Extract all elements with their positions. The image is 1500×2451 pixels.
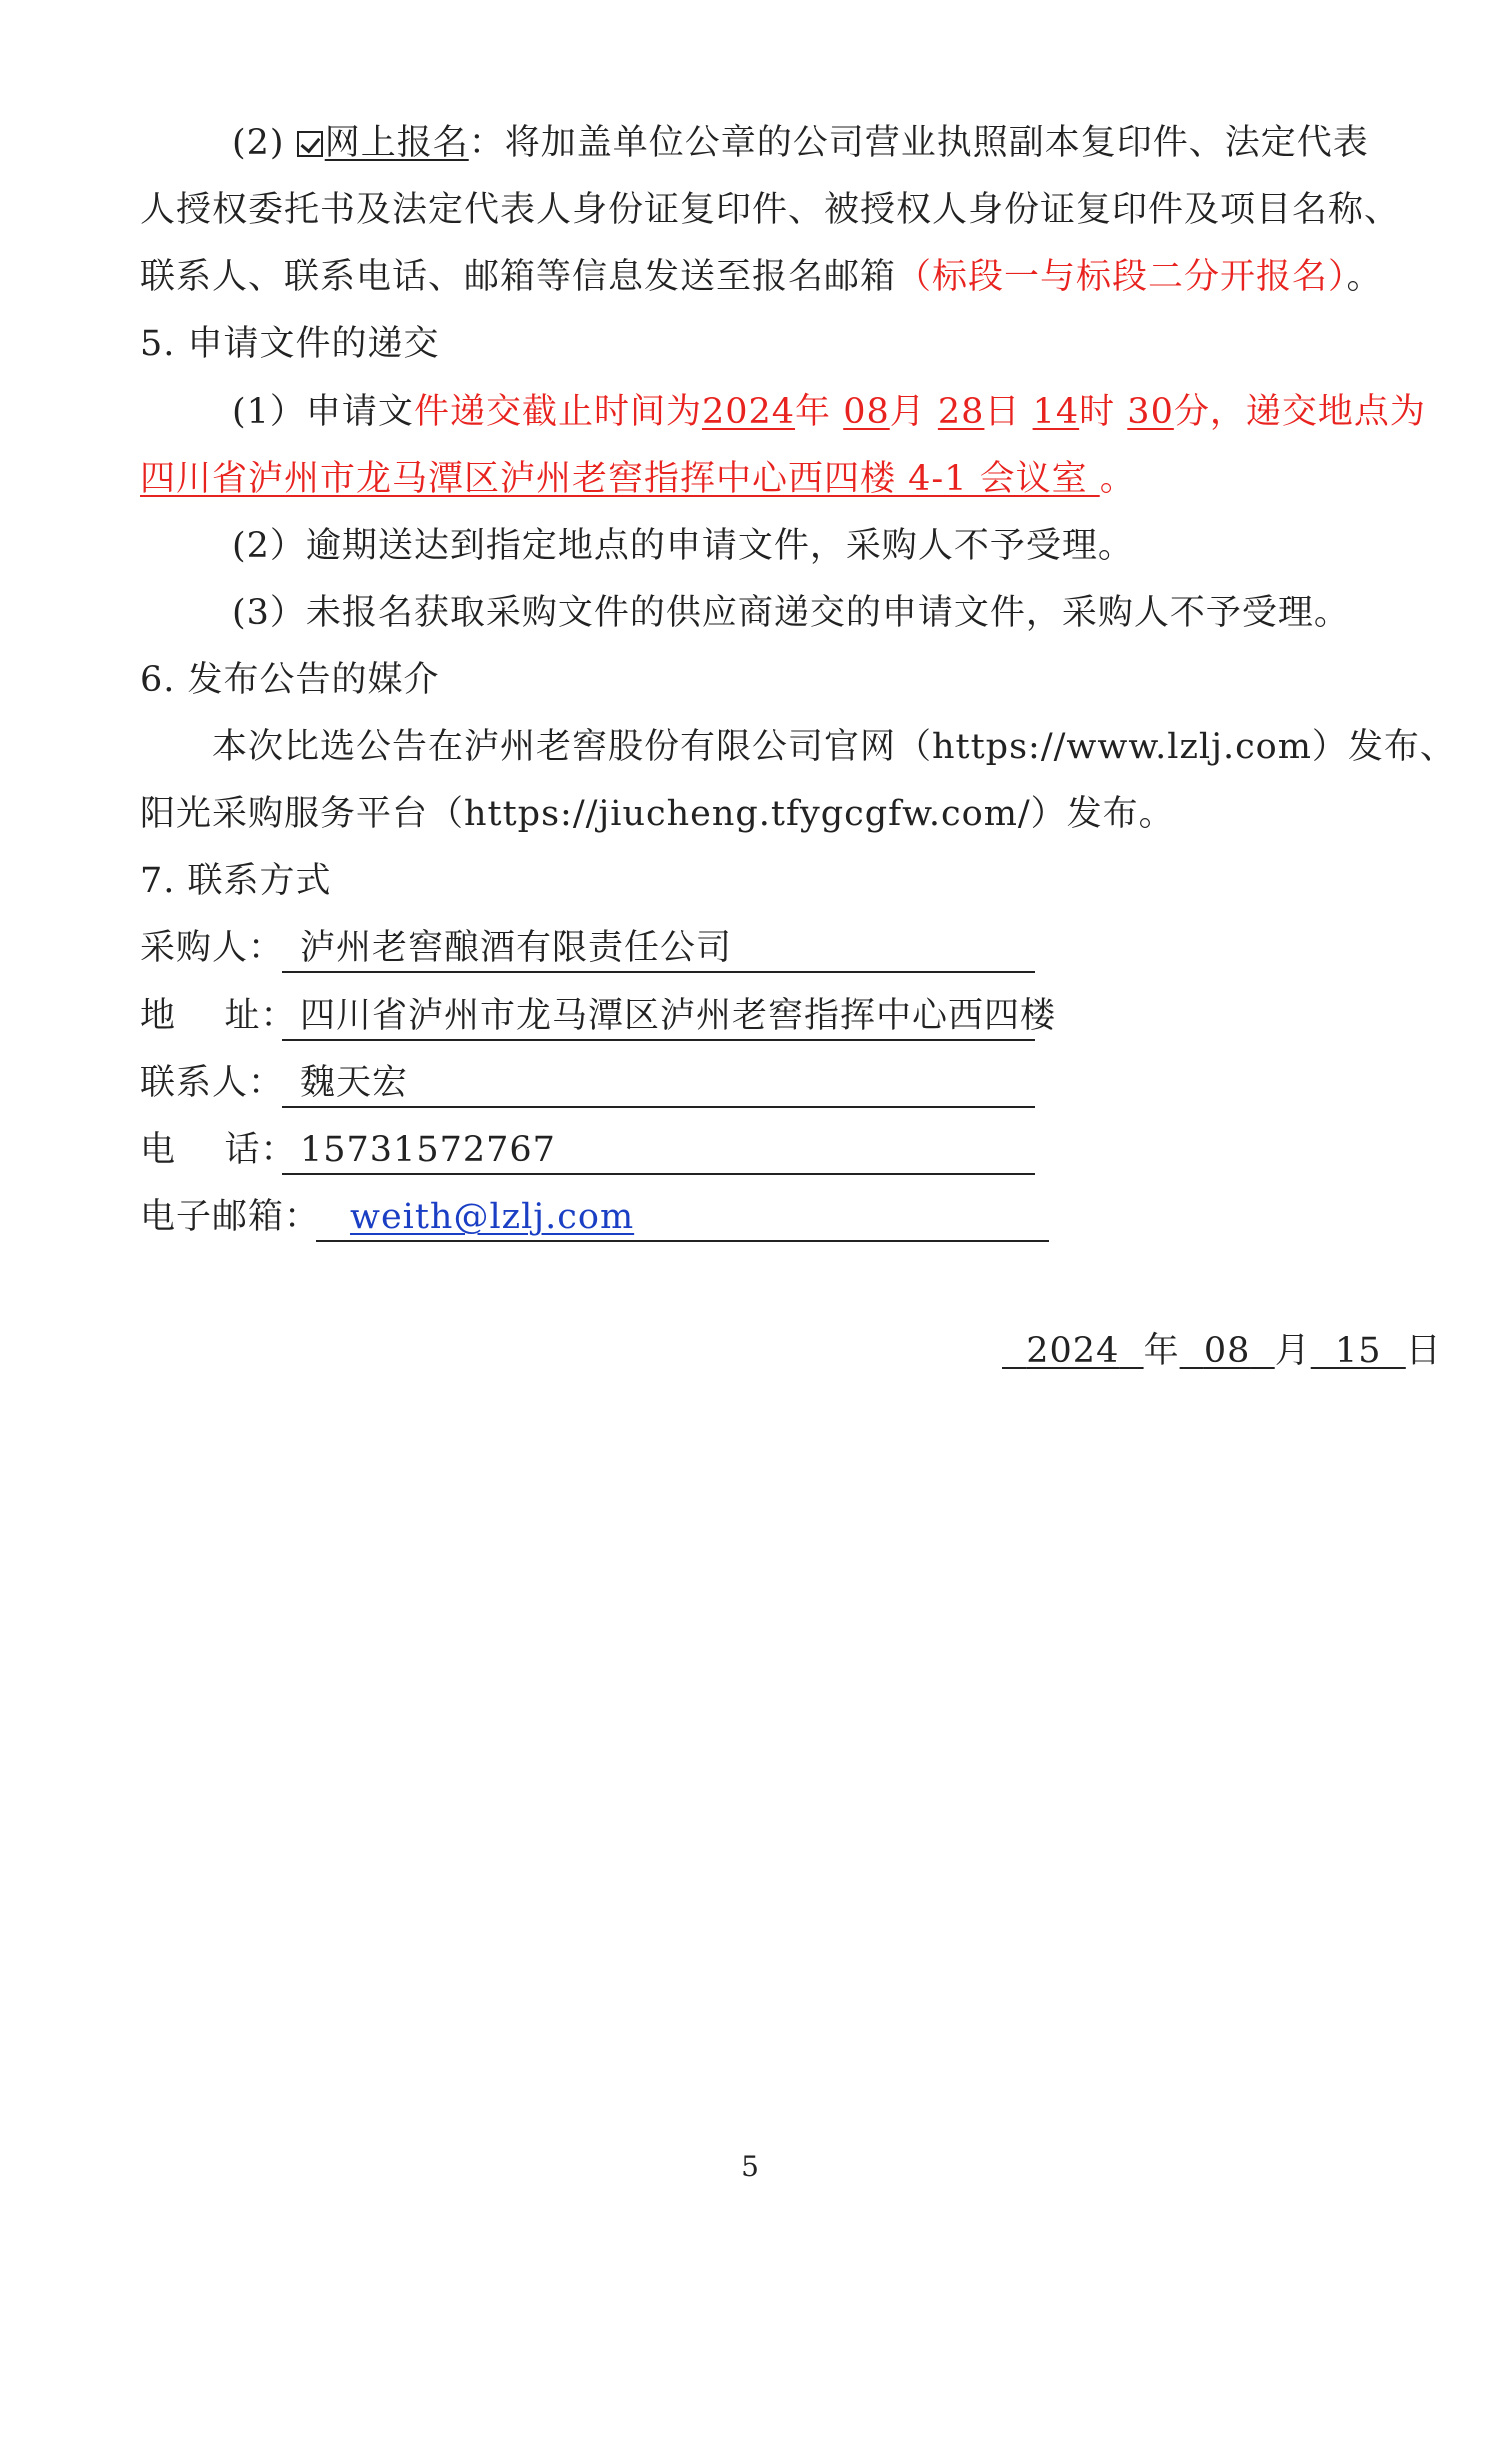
date-month: 08 <box>1203 1331 1251 1371</box>
phone-field <box>282 1125 1035 1175</box>
address-value: 四川省泸州市龙马潭区泸州老窖指挥中心西四楼 <box>300 996 1057 1036</box>
email-field <box>316 1192 1049 1242</box>
date-day: 15 <box>1334 1331 1382 1371</box>
late-submission-note: (2）逾期送达到指定地点的申请文件，采购人不予受理。 <box>232 526 1134 566</box>
email-label: 电子邮箱： <box>140 1197 321 1237</box>
contact-value: 魏天宏 <box>300 1063 409 1103</box>
deadline-text: 件递交截止时间为 <box>413 392 702 432</box>
month-unit: 月 <box>889 392 926 432</box>
media-line-1: 本次比选公告在泸州老窖股份有限公司官网（https://www.lzlj.com）发布、 <box>212 727 1456 767</box>
address-label: 地 址： <box>140 996 297 1036</box>
phone-value: 15731572767 <box>300 1130 556 1170</box>
purchaser-value: 泸州老窖酿酒有限责任公司 <box>300 928 733 968</box>
deadline-month: 08 <box>843 392 890 432</box>
date-year-unit: 年 <box>1143 1331 1180 1371</box>
deadline-minute: 30 <box>1127 392 1174 432</box>
online-registration-line-1 <box>232 118 1369 168</box>
unregistered-supplier-note: (3）未报名获取采购文件的供应商递交的申请文件，采购人不予受理。 <box>232 593 1350 633</box>
day-unit: 日 <box>984 392 1021 432</box>
hour-unit: 时 <box>1079 392 1116 432</box>
date-day-unit: 日 <box>1405 1331 1442 1371</box>
period: 。 <box>1099 459 1136 499</box>
signature-date <box>1002 1326 1442 1376</box>
media-line-2: 阳光采购服务平台（https://jiucheng.tfygcgfw.com/）发布。 <box>140 794 1175 834</box>
page-number: 5 <box>741 2150 759 2183</box>
deadline-hour: 14 <box>1032 392 1080 432</box>
deadline-year: 2024 <box>701 392 796 432</box>
section-6-heading: 6. 发布公告的媒介 <box>140 660 440 700</box>
contact-label: 联系人： <box>140 1063 285 1103</box>
purchaser-field <box>282 923 1035 973</box>
red-note: （标段一与标段二分开报名） <box>896 257 1347 297</box>
online-registration-line-3 <box>140 252 1383 302</box>
paragraph-text: 联系人、联系电话、邮箱等信息发送至报名邮箱 <box>140 257 897 297</box>
section-7-heading: 7. 联系方式 <box>140 861 332 901</box>
phone-label: 电 话： <box>140 1130 297 1170</box>
purchaser-label: 采购人： <box>140 928 285 968</box>
date-year: 2024 <box>1026 1331 1120 1371</box>
online-registration-label: 网上报名 <box>324 123 469 163</box>
checked-checkbox-icon <box>297 131 323 157</box>
email-link[interactable]: weith@lzlj.com <box>350 1197 635 1237</box>
item-index: (2) <box>232 123 285 163</box>
submission-deadline-line <box>232 387 1426 437</box>
submission-location: 四川省泸州市龙马潭区泸州老窖指挥中心西四楼 4-1 会议室 <box>140 459 1100 499</box>
online-registration-line-2 <box>140 185 1400 235</box>
paragraph-text: 将加盖单位公章的公司营业执照副本复印件、法定代表 <box>504 123 1369 163</box>
period: 。 <box>1346 257 1383 297</box>
deadline-day: 28 <box>937 392 985 432</box>
date-month-unit: 月 <box>1274 1331 1311 1371</box>
year-unit: 年 <box>795 392 832 432</box>
paragraph-text: 人授权委托书及法定代表人身份证复印件、被授权人身份证复印件及项目名称、 <box>140 190 1401 230</box>
submission-location-line <box>140 454 1136 504</box>
location-intro: 分，递交地点为 <box>1173 392 1426 432</box>
colon: ： <box>468 123 505 163</box>
address-field <box>282 991 1057 1041</box>
contact-field <box>282 1058 1035 1108</box>
paragraph-text: (1）申请文 <box>232 392 414 432</box>
section-5-heading: 5. 申请文件的递交 <box>140 324 440 364</box>
